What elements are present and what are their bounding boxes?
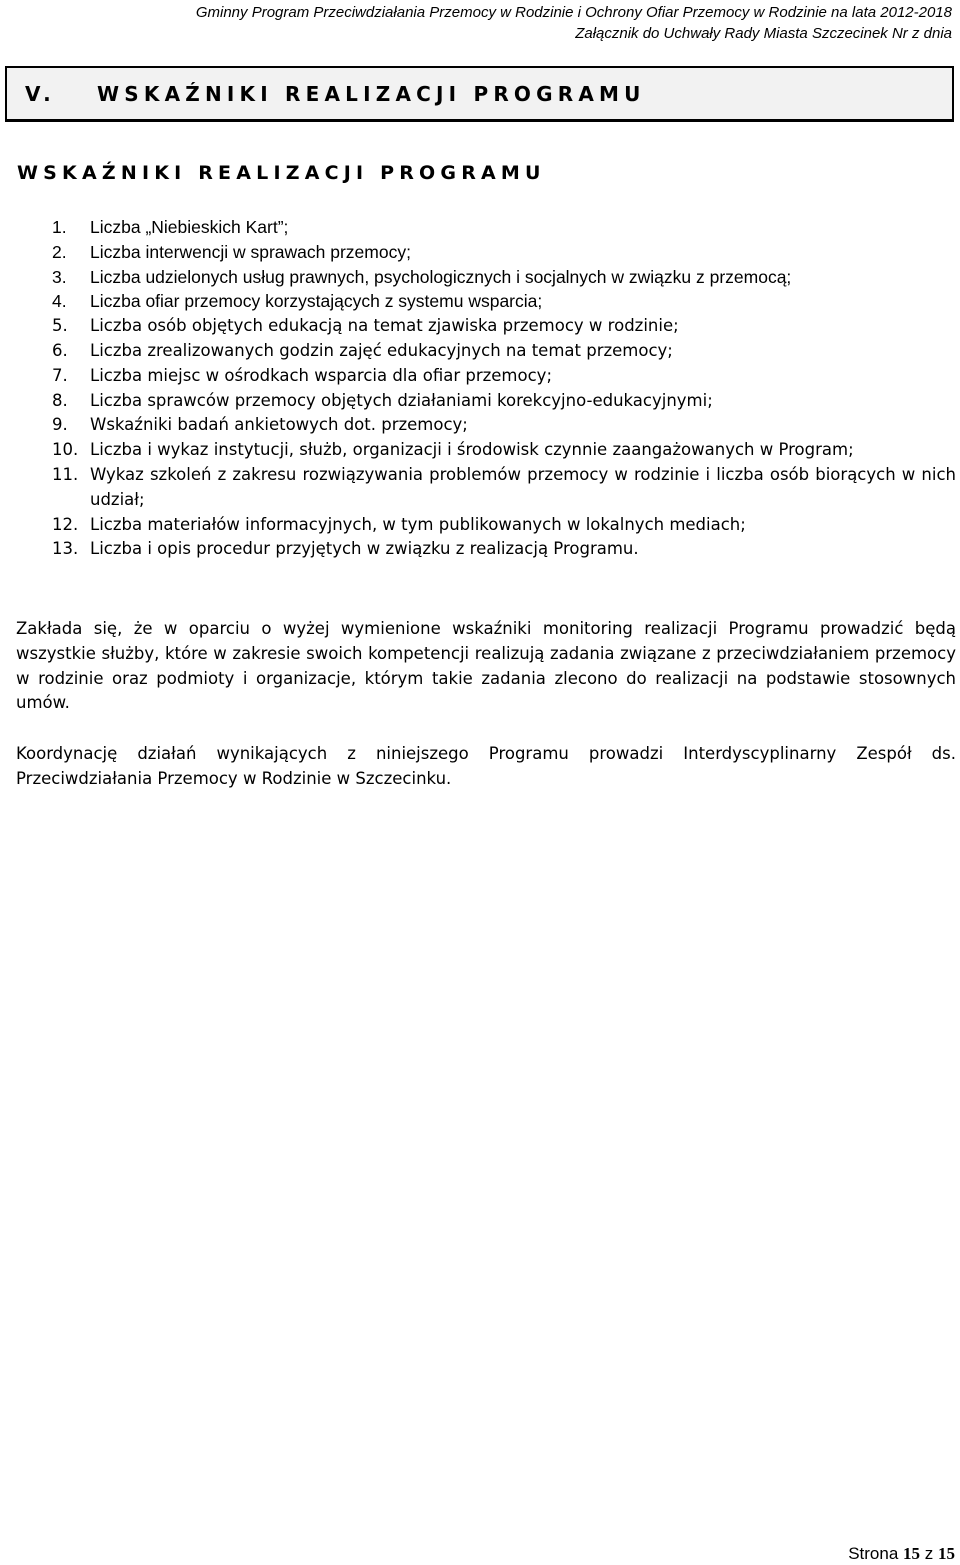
header-program-title: Gminny Program Przeciwdziałania Przemocy w Rodzinie i Ochrony Ofiar Przemocy w Rodzinie na lata 2012-2018: [195, 4, 952, 21]
page-header: [196, 2, 952, 44]
list-item: [16, 463, 956, 513]
list-item: [16, 389, 956, 414]
list-item: [16, 265, 956, 290]
list-item-text: Liczba materiałów informacyjnych, w tym publikowanych w lokalnych mediach;: [90, 514, 746, 534]
list-item-number: 11.: [52, 464, 79, 484]
list-item: [16, 537, 956, 562]
page-separator: z: [924, 1544, 934, 1563]
list-item-number: 3.: [52, 266, 67, 287]
list-item-number: 8.: [52, 390, 68, 410]
list-item-text: Liczba zrealizowanych godzin zajęć edukacyjnych na temat przemocy;: [90, 340, 673, 360]
list-item: [16, 240, 956, 265]
list-item-text: Liczba „Niebieskich Kart”;: [90, 217, 289, 237]
list-item-text: Liczba ofiar przemocy korzystających z systemu wsparcia;: [90, 291, 543, 312]
monitoring-paragraph: Zakłada się, że w oparciu o wyżej wymienione wskaźniki monitoring realizacji Programu prowadzić będą wszystkie służby, które w zakresie swoich kompetencji realizują zadania związane z przeciwdziałaniem przemocy w rodzinie oraz podmioty i organizacje, którym takie zadania zlecono do realizacji na podstawie stosownych umów.: [16, 619, 956, 713]
page-footer: [848, 1544, 955, 1564]
list-item-number: 6.: [52, 340, 68, 360]
list-item-number: 9.: [52, 415, 68, 435]
indicator-list: [16, 215, 956, 562]
page-current: 15: [903, 1544, 921, 1563]
list-item-text: Liczba udzielonych usług prawnych, psychologicznych i socjalnych w związku z przemocą;: [90, 266, 792, 287]
list-item-number: 1.: [52, 217, 67, 237]
list-item: [16, 289, 956, 314]
chapter-title: [25, 82, 646, 106]
list-item-number: 10.: [52, 440, 79, 460]
list-item-text: Liczba miejsc w ośrodkach wsparcia dla ofiar przemocy;: [90, 365, 552, 385]
list-item-number: 13.: [52, 539, 79, 559]
list-item: [16, 438, 956, 463]
list-item: [16, 215, 956, 240]
list-item-number: 5.: [52, 316, 68, 336]
list-item-text: Liczba i wykaz instytucji, służb, organizacji i środowisk czynnie zaangażowanych w Program;: [90, 440, 854, 460]
list-item: [16, 413, 956, 438]
list-item-number: 2.: [52, 241, 67, 262]
list-item-text: Liczba sprawców przemocy objętych działaniami korekcyjno-edukacyjnymi;: [90, 390, 713, 410]
page-label: Strona: [848, 1544, 899, 1563]
list-item-number: 12.: [52, 514, 79, 534]
list-item-text: Liczba osób objętych edukacją na temat zjawiska przemocy w rodzinie;: [90, 316, 679, 336]
header-attachment-note: Załącznik do Uchwały Rady Miasta Szczecinek Nr z dnia: [575, 25, 952, 42]
page-total: 15: [938, 1544, 955, 1563]
list-item-text: Wykaz szkoleń z zakresu rozwiązywania problemów przemocy w rodzinie i liczba osób biorących w nich udział;: [90, 464, 956, 509]
coordination-paragraph: Koordynację działań wynikających z niniejszego Programu prowadzi Interdyscyplinarny Zespół ds. Przeciwdziałania Przemocy w Rodzinie w Szczecinku.: [16, 744, 956, 788]
list-item: [16, 364, 956, 389]
section-title: WSKAŹNIKI REALIZACJI PROGRAMU: [17, 162, 546, 184]
list-item: [16, 339, 956, 364]
list-item: [16, 314, 956, 339]
list-item-text: Liczba interwencji w sprawach przemocy;: [90, 241, 411, 262]
chapter-heading-box: [5, 66, 954, 122]
chapter-number: V.: [25, 82, 56, 106]
chapter-title-text: WSKAŹNIKI REALIZACJI PROGRAMU: [97, 82, 646, 106]
list-item-number: 4.: [52, 291, 67, 312]
list-item-number: 7.: [52, 365, 68, 385]
list-item: [16, 513, 956, 538]
list-item-text: Wskaźniki badań ankietowych dot. przemocy;: [90, 415, 468, 435]
list-item-text: Liczba i opis procedur przyjętych w związku z realizacją Programu.: [90, 539, 639, 559]
